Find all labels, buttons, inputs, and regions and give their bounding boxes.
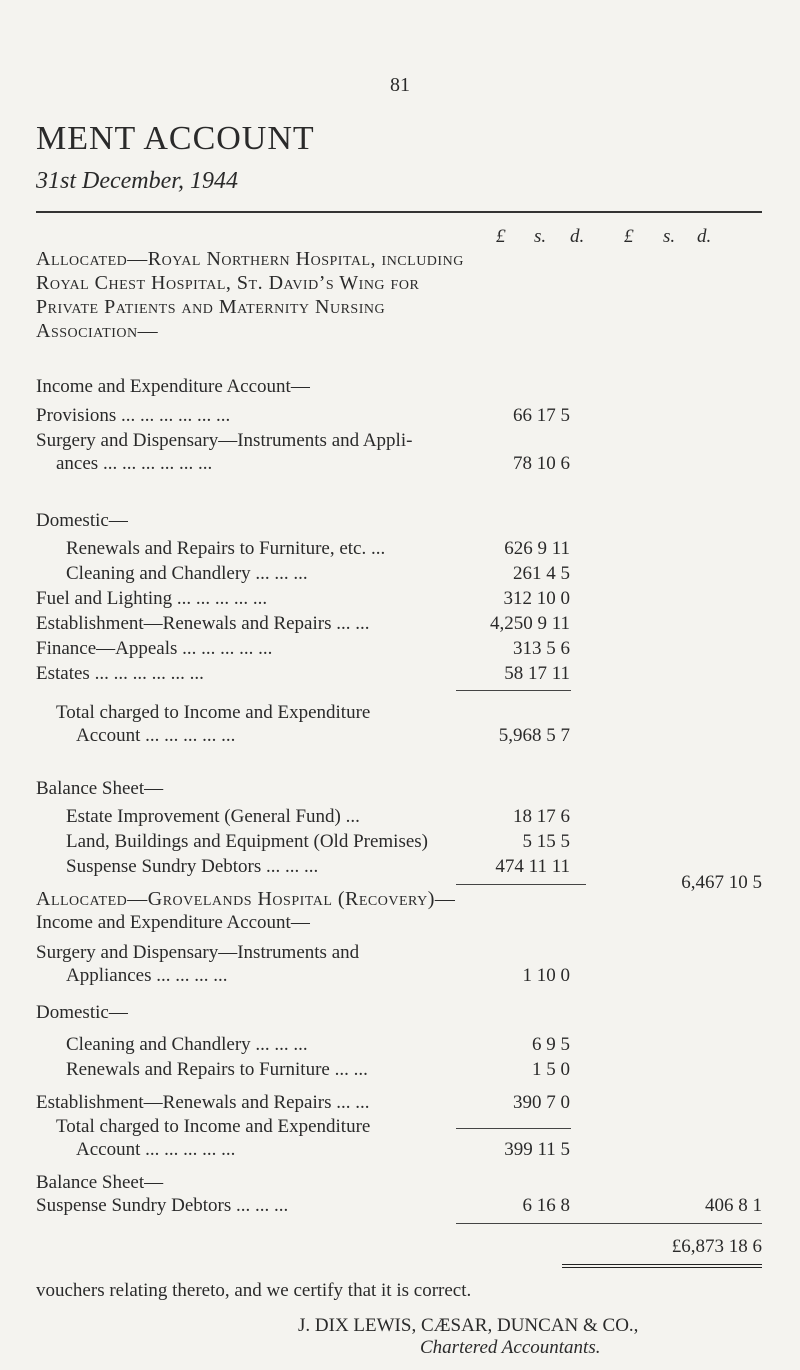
s2-cleaning-label: Cleaning and Chandlery ... ... ... [66, 1034, 308, 1055]
land-buildings-amount: 5 15 5 [522, 831, 570, 852]
fuel-amount: 312 10 0 [503, 588, 570, 609]
section2-heading: Allocated—Grovelands Hospital (Recovery)— [36, 888, 456, 910]
auditor-title: Chartered Accountants. [420, 1337, 601, 1358]
page-subtitle: 31st December, 1944 [36, 168, 238, 194]
establishment-amount: 4,250 9 11 [489, 613, 570, 634]
page-number: 81 [390, 74, 410, 96]
grand-total-double-rule [562, 1264, 762, 1268]
col1-shilling-head: s. [534, 226, 547, 247]
establishment-label: Establishment—Renewals and Repairs ... ... [36, 613, 370, 634]
section2-total-amount: 406 8 1 [705, 1195, 762, 1216]
total-charged-line1: Total charged to Income and Expenditure [56, 702, 371, 723]
renewals-label: Renewals and Repairs to Furniture, etc. ... [66, 538, 386, 559]
s2-total-charged-line2: Account ... ... ... ... ... [76, 1139, 236, 1160]
s2-total-charged-amount: 399 11 5 [504, 1139, 570, 1160]
renewals-amount: 626 9 11 [504, 538, 570, 559]
section1-ie-heading: Income and Expenditure Account— [36, 376, 310, 397]
s2-surgery-label-line1: Surgery and Dispensary—Instruments and [36, 942, 360, 963]
suspense-debtors-label: Suspense Sundry Debtors ... ... ... [66, 856, 319, 877]
header-rule [36, 211, 762, 213]
section1-total-amount: 6,467 10 5 [681, 872, 762, 893]
cleaning-amount: 261 4 5 [513, 563, 570, 584]
surgery-amount: 78 10 6 [513, 453, 570, 474]
section1-total-rule [456, 884, 586, 885]
fuel-label: Fuel and Lighting ... ... ... ... ... [36, 588, 268, 609]
land-buildings-label: Land, Buildings and Equipment (Old Premises) [66, 831, 429, 852]
col2-shilling-head: s. [663, 226, 676, 247]
section2-ie-heading: Income and Expenditure Account— [36, 912, 310, 933]
section1-heading-line4: Association— [36, 320, 159, 342]
section1-heading-line2: Royal Chest Hospital, St. David’s Wing for [36, 272, 420, 294]
subtotal-rule [456, 690, 571, 691]
certification-text: vouchers relating thereto, and we certify that it is correct. [36, 1280, 472, 1301]
s2-renewals-amount: 1 5 0 [532, 1059, 570, 1080]
auditor-name: J. DIX LEWIS, CÆSAR, DUNCAN & CO., [298, 1315, 639, 1336]
estates-label: Estates ... ... ... ... ... ... [36, 663, 204, 684]
s2-balance-sheet-heading: Balance Sheet— [36, 1172, 164, 1193]
col2-pence-head: d. [697, 226, 712, 247]
s2-establishment-label: Establishment—Renewals and Repairs ... ... [36, 1092, 370, 1113]
provisions-amount: 66 17 5 [513, 405, 570, 426]
estates-amount: 58 17 11 [504, 663, 570, 684]
finance-amount: 313 5 6 [513, 638, 570, 659]
total-charged-amount: 5,968 5 7 [498, 725, 570, 746]
col2-pound-head: £ [624, 226, 634, 247]
col1-pence-head: d. [570, 226, 585, 247]
s2-subtotal-rule [456, 1128, 571, 1129]
estate-improvement-amount: 18 17 6 [513, 806, 570, 827]
section1-heading-line3: Private Patients and Maternity Nursing [36, 296, 386, 318]
s2-total-charged-line1: Total charged to Income and Expenditure [56, 1116, 371, 1137]
s2-surgery-amount: 1 10 0 [522, 965, 570, 986]
s2-establishment-amount: 390 7 0 [513, 1092, 570, 1113]
s2-cleaning-amount: 6 9 5 [532, 1034, 570, 1055]
finance-label: Finance—Appeals ... ... ... ... ... [36, 638, 273, 659]
domestic-heading: Domestic— [36, 510, 128, 531]
total-charged-line2: Account ... ... ... ... ... [76, 725, 236, 746]
surgery-label-line1: Surgery and Dispensary—Instruments and Appli- [36, 430, 413, 451]
estate-improvement-label: Estate Improvement (General Fund) ... [66, 806, 360, 827]
section1-heading-line1: Allocated—Royal Northern Hospital, including [36, 248, 464, 270]
suspense-debtors-amount: 474 11 11 [495, 856, 570, 877]
s2-suspense-debtors-label: Suspense Sundry Debtors ... ... ... [36, 1195, 289, 1216]
page-title: MENT ACCOUNT [36, 120, 315, 157]
cleaning-label: Cleaning and Chandlery ... ... ... [66, 563, 308, 584]
s2-domestic-heading: Domestic— [36, 1002, 128, 1023]
grand-total-rule [456, 1223, 762, 1224]
surgery-label-line2: ances ... ... ... ... ... ... [56, 453, 213, 474]
provisions-label: Provisions ... ... ... ... ... ... [36, 405, 231, 426]
s2-renewals-label: Renewals and Repairs to Furniture ... ... [66, 1059, 368, 1080]
col1-pound-head: £ [496, 226, 506, 247]
grand-total-amount: £6,873 18 6 [671, 1236, 762, 1257]
balance-sheet-heading: Balance Sheet— [36, 778, 164, 799]
s2-suspense-debtors-amount: 6 16 8 [522, 1195, 570, 1216]
s2-surgery-label-line2: Appliances ... ... ... ... [66, 965, 228, 986]
